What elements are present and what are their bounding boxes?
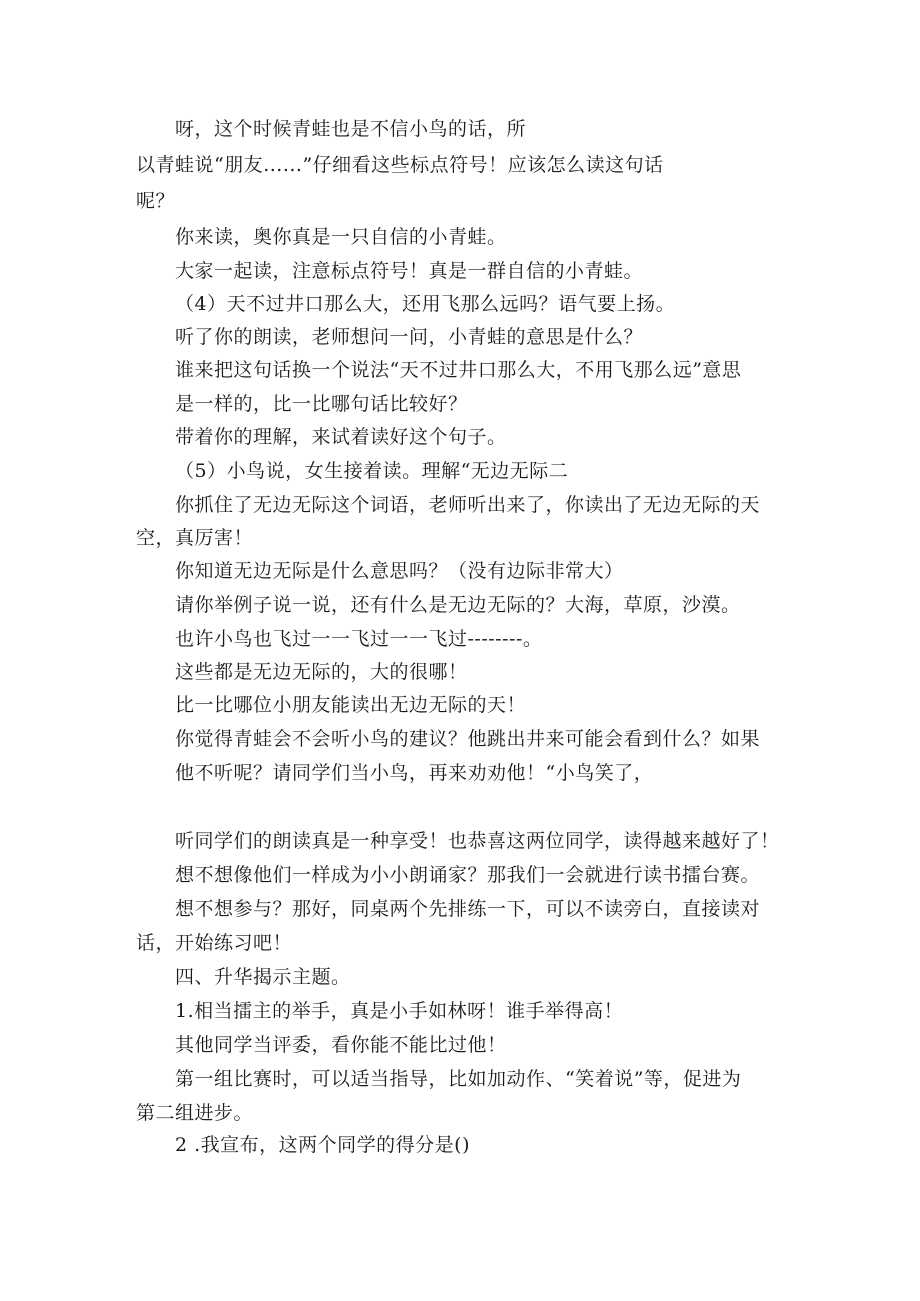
text-line: 你抓住了无边无际这个词语，老师听出来了，你读出了无边无际的天 — [175, 494, 761, 516]
text-line: 想不想参与？那好，同桌两个先排练一下，可以不读旁白，直接读对 — [175, 898, 761, 920]
text-line: 1.相当擂主的举手，真是小手如林呀！谁手举得高！ — [175, 1000, 624, 1022]
text-line: 2 .我宣布，这两个同学的得分是() — [175, 1134, 470, 1156]
text-line: 大家一起读，注意标点符号！真是一群自信的小青蛙。 — [175, 260, 644, 282]
text-line: 空，真厉害！ — [136, 527, 254, 549]
text-line: （4）天不过井口那么大，还用飞那么远吗？语气要上扬。 — [175, 293, 676, 315]
text-line: 这些都是无边无际的，大的很哪！ — [175, 661, 468, 683]
text-line: 比一比哪位小朋友能读出无边无际的天！ — [175, 694, 527, 716]
text-line: 你知道无边无际是什么意思吗？（没有边际非常大） — [175, 560, 624, 582]
text-line: 也许小鸟也飞过一一飞过一一飞过--------。 — [175, 628, 543, 650]
text-line: （5）小鸟说，女生接着读。理解“无边无际二 — [175, 460, 569, 482]
text-line: 以青蛙说“朋友......”仔细看这些标点符号！应该怎么读这句话 — [136, 154, 664, 176]
text-line: 其他同学当评委，看你能不能比过他！ — [175, 1034, 507, 1056]
text-line: 带着你的理解，来试着读好这个句子。 — [175, 426, 507, 448]
text-line: 呢？ — [136, 190, 176, 212]
text-line: 请你举例子说一说，还有什么是无边无际的？大海，草原，沙漠。 — [175, 594, 741, 616]
text-line: 想不想像他们一样成为小小朗诵家？那我们一会就进行读书擂台赛。 — [175, 864, 761, 886]
text-line: 谁来把这句话换一个说法“天不过井口那么大，不用飞那么远”意思 — [175, 359, 742, 381]
text-line: 听同学们的朗读真是一种享受！也恭喜这两位同学，读得越来越好了！ — [175, 830, 780, 852]
text-line: 呀，这个时候青蛙也是不信小鸟的话，所 — [175, 118, 527, 140]
text-line: 第一组比赛时，可以适当指导，比如加动作、“笑着说”等，促进为 — [175, 1068, 742, 1090]
text-line: 话，开始练习吧！ — [136, 932, 293, 954]
text-line: 他不听呢？请同学们当小鸟，再来劝劝他！“小鸟笑了， — [175, 762, 654, 784]
text-line: 是一样的，比一比哪句话比较好？ — [175, 393, 468, 415]
text-line: 四、升华揭示主题。 — [175, 966, 351, 988]
text-line: 你来读，奥你真是一只自信的小青蛙。 — [175, 226, 507, 248]
text-line: 你觉得青蛙会不会听小鸟的建议？他跳出井来可能会看到什么？如果 — [175, 728, 761, 750]
text-line: 第二组进步。 — [136, 1102, 254, 1124]
text-line: 听了你的朗读，老师想问一问，小青蛙的意思是什么？ — [175, 326, 644, 348]
